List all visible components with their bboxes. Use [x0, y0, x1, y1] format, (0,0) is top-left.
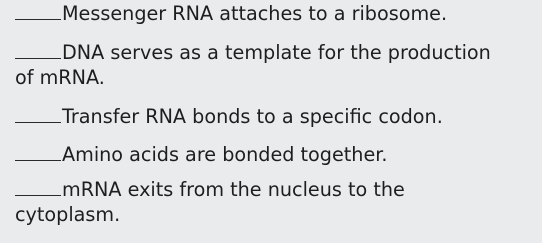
answer-blank-4[interactable]	[15, 142, 61, 161]
answer-blank-3[interactable]	[15, 104, 61, 123]
answer-blank-1[interactable]	[15, 1, 61, 20]
statement-item	[15, 142, 540, 167]
answer-blank-5[interactable]	[15, 177, 61, 196]
statement-item	[15, 104, 540, 129]
answer-blank-2[interactable]	[15, 40, 61, 59]
statement-text-1: Messenger RNA attaches to a ribosome.	[62, 2, 448, 25]
statement-text-2: DNA serves as a template for the production of mRNA.	[15, 41, 491, 89]
statement-text-4: Amino acids are bonded together.	[62, 143, 388, 166]
statement-item	[15, 1, 540, 26]
statement-text-3: Transfer RNA bonds to a specific codon.	[62, 105, 443, 128]
statement-item	[15, 40, 540, 90]
statement-item	[15, 177, 540, 227]
statement-text-5: mRNA exits from the nucleus to the cytoplasm.	[15, 178, 405, 226]
